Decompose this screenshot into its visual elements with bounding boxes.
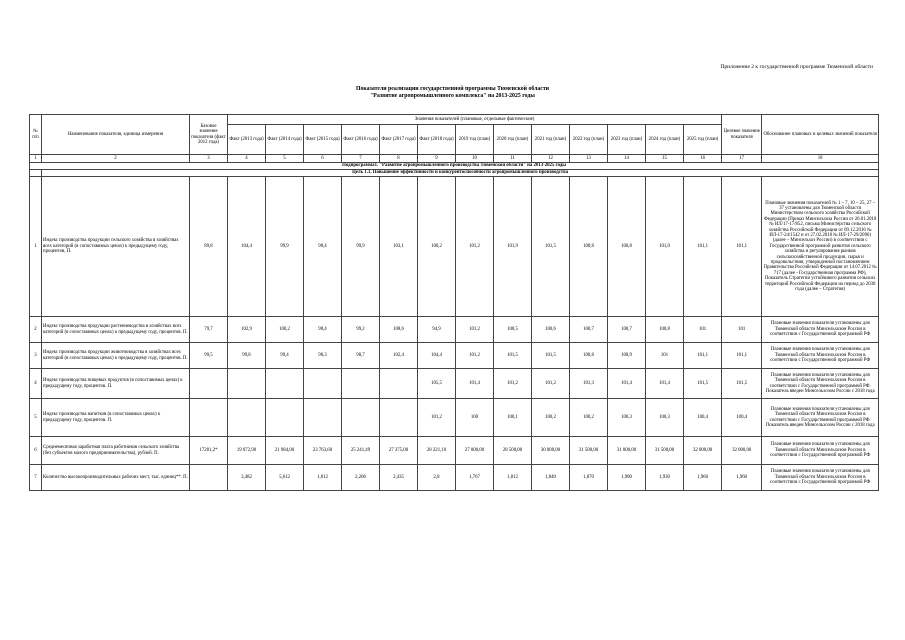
- year-value: [342, 369, 380, 399]
- target-value: 101: [722, 317, 762, 343]
- column-number: 15: [646, 155, 684, 163]
- year-value: [266, 399, 304, 437]
- year-value: [304, 369, 342, 399]
- header-year: 2019 год (план): [456, 125, 494, 155]
- indicator-name: Количество высокопроизводительных рабочих мест, тыс. единиц**. П.: [42, 465, 190, 491]
- year-value: 5,612: [266, 465, 304, 491]
- header-name: Наименование показателя, единица измерения: [42, 115, 190, 155]
- column-number: 8: [380, 155, 418, 163]
- header-year: Факт (2014 года): [266, 125, 304, 155]
- year-value: 1,930: [646, 465, 684, 491]
- year-value: 1,900: [608, 465, 646, 491]
- base-value: [190, 465, 228, 491]
- indicators-table: [29, 114, 879, 491]
- year-value: 100,3: [646, 399, 684, 437]
- column-number: 5: [266, 155, 304, 163]
- table-row: [30, 399, 879, 437]
- base-value: [190, 399, 228, 437]
- year-value: 101,2: [532, 369, 570, 399]
- header-num: № п/п: [30, 115, 42, 155]
- header-year: Факт (2017 года): [380, 125, 418, 155]
- year-value: 101,1: [684, 177, 722, 317]
- header-values-group: Значения показателей (плановые, отдельные фактические): [228, 115, 722, 125]
- header-target: Целевое значение показателя: [722, 115, 762, 155]
- document-title: [0, 86, 905, 100]
- base-value: 89,8: [190, 177, 228, 317]
- year-value: [228, 399, 266, 437]
- column-number: 16: [684, 155, 722, 163]
- year-value: 103,1: [380, 177, 418, 317]
- header-year: Факт (2016 года): [342, 125, 380, 155]
- column-number: 2: [42, 155, 190, 163]
- row-number: 5: [30, 399, 42, 437]
- year-value: 102,9: [228, 317, 266, 343]
- year-value: 101,4: [608, 369, 646, 399]
- target-value: 101,1: [722, 343, 762, 369]
- year-value: 31 500,00: [646, 437, 684, 465]
- year-value: 1,812: [494, 465, 532, 491]
- year-value: 101,2: [456, 177, 494, 317]
- goal-title: Цель 1.1. Повышение эффективности и конкурентоспособности агропромышленного производства: [42, 170, 879, 177]
- year-value: 1,960: [684, 465, 722, 491]
- year-value: 94,9: [418, 317, 456, 343]
- year-value: 101,5: [532, 343, 570, 369]
- year-value: [342, 399, 380, 437]
- year-value: [228, 369, 266, 399]
- year-value: 2,435: [380, 465, 418, 491]
- table-row: [30, 177, 879, 317]
- header-year: 2022 год (план): [570, 125, 608, 155]
- column-number: 14: [608, 155, 646, 163]
- year-value: 99,9: [266, 177, 304, 317]
- header-year: 2023 год (план): [608, 125, 646, 155]
- year-value: 104,4: [228, 177, 266, 317]
- year-value: 27 000,00: [456, 437, 494, 465]
- justification-text: Плановые значения показателей № 1 – 7, 10 – 25, 27 – 37 установлены для Тюменской области Министерством сельского хозяйства Российской Федерации (Приказ Минсельхоза России от 26.01.2018 № ИЛ/17-17/852, письма Министерства сельского хозяйства Российской Федерации от 09.12.2016 № ИЛ-17-24/1542 и от 27.02.2018 № ИЛ-17-29/2096) (далее – Минсельхоз России) в соответствии с Государственной программой развития сельского хозяйства и регулирования рынков сельскохозяйственной продукции, сырья и продовольствия, утвержденной постановлением Правительства Российской Федерации от 14.07.2012 № 717 (далее - Государственная программа РФ), Показатель Стратегии устойчивого развития сельских территорий Российской Федерации на период до 2030 года (далее – Стратегия): [762, 177, 879, 317]
- column-number: 4: [228, 155, 266, 163]
- header-base: Базовое значение показателя (факт 2012 года): [190, 115, 228, 155]
- justification-text: Плановые значения показателя установлены для Тюменской области Минсельхозом России в соответствии с Государственной программой РФ: [762, 437, 879, 465]
- year-value: 100,7: [608, 317, 646, 343]
- title-line-2: "Развитие агропромышленного комплекса" на 2013-2025 годы: [370, 93, 535, 99]
- year-value: 101,5: [494, 343, 532, 369]
- year-value: 1,840: [532, 465, 570, 491]
- justification-text: Плановые значения показателя установлены для Тюменской области Минсельхозом России в соответствии с Государственной программой РФ. Показатель введен Минсельхозом России с 2018 года: [762, 399, 879, 437]
- target-value: 100,4: [722, 399, 762, 437]
- target-value: 101,1: [722, 177, 762, 317]
- indicator-name: Индекс производства продукции животноводства в хозяйствах всех категорий (в сопоставимых ценах) к предыдущему году, процентов. П.: [42, 343, 190, 369]
- year-value: 31 000,00: [608, 437, 646, 465]
- year-value: 100,8: [646, 317, 684, 343]
- year-value: 100,4: [684, 399, 722, 437]
- justification-text: Плановые значения показателя установлены для Тюменской области Минсельхозом России в соответствии с Государственной программой РФ. Показатель введен Минсельхозом России с 2018 года: [762, 369, 879, 399]
- year-value: 99,9: [342, 177, 380, 317]
- year-value: 98,4: [304, 317, 342, 343]
- year-value: 28 221,10: [418, 437, 456, 465]
- year-value: [266, 369, 304, 399]
- year-value: 101,2: [418, 399, 456, 437]
- column-number: 6: [304, 155, 342, 163]
- column-number: 12: [532, 155, 570, 163]
- column-number: 13: [570, 155, 608, 163]
- header-year: Факт (2013 года): [228, 125, 266, 155]
- target-value: 101,5: [722, 369, 762, 399]
- column-number: 9: [418, 155, 456, 163]
- row-number: 4: [30, 369, 42, 399]
- column-number: 3: [190, 155, 228, 163]
- year-value: 101,2: [456, 343, 494, 369]
- justification-text: Плановые значения показателя установлены для Тюменской области Минсельхозом России в соответствии с Государственной программой РФ: [762, 465, 879, 491]
- year-value: [380, 399, 418, 437]
- year-value: 101,2: [456, 317, 494, 343]
- justification-text: Плановые значения показателя установлены для Тюменской области Минсельхозом России в соответствии с Государственной программой РФ: [762, 343, 879, 369]
- subprogram-title: Подпрограмма1. "Развитие агропромышленного производства Тюменской области" на 2013-2025 годы: [30, 163, 879, 170]
- target-value: 32 000,00: [722, 437, 762, 465]
- header-year: 2025 год (план): [684, 125, 722, 155]
- year-value: 30 000,00: [532, 437, 570, 465]
- year-value: 104,4: [418, 343, 456, 369]
- year-value: 19 072,90: [228, 437, 266, 465]
- year-value: 108,6: [380, 317, 418, 343]
- year-value: 23 763,60: [304, 437, 342, 465]
- year-value: 100,8: [570, 343, 608, 369]
- year-value: [304, 399, 342, 437]
- appendix-note: Приложение 2 к государственной программе Тюменской области: [720, 64, 873, 70]
- year-value: 100,6: [532, 317, 570, 343]
- table-row: [30, 465, 879, 491]
- year-value: 100,1: [494, 399, 532, 437]
- year-value: [380, 369, 418, 399]
- base-value: 99,5: [190, 343, 228, 369]
- row-number: 6: [30, 437, 42, 465]
- row-number: 3: [30, 343, 42, 369]
- table-row: [30, 317, 879, 343]
- indicator-name: Индекс производства пищевых продуктов (в сопоставимых ценах) к предыдущему году, процентов. П.: [42, 369, 190, 399]
- year-value: 100,2: [418, 177, 456, 317]
- justification-text: Плановые значения показателя установлены для Тюменской области Минсельхозом России в соответствии с Государственной программой РФ: [762, 317, 879, 343]
- year-value: 2,8: [418, 465, 456, 491]
- year-value: 101,9: [494, 177, 532, 317]
- year-value: 101,2: [494, 369, 532, 399]
- year-value: 100: [456, 399, 494, 437]
- header-year: Факт (2015 года): [304, 125, 342, 155]
- year-value: 100,7: [570, 317, 608, 343]
- year-value: 102,4: [380, 343, 418, 369]
- year-value: 2,206: [342, 465, 380, 491]
- year-value: 101,1: [684, 343, 722, 369]
- header-justification: Обоснование плановых и целевых значений показателя: [762, 115, 879, 155]
- year-value: 1,767: [456, 465, 494, 491]
- target-value: 1,960: [722, 465, 762, 491]
- year-value: 98,4: [304, 177, 342, 317]
- column-number: 18: [762, 155, 879, 163]
- year-value: 101,5: [684, 369, 722, 399]
- year-value: 101,0: [646, 177, 684, 317]
- year-value: 100,2: [266, 317, 304, 343]
- year-value: 99,4: [266, 343, 304, 369]
- base-value: 17281,2*: [190, 437, 228, 465]
- year-value: 21 984,00: [266, 437, 304, 465]
- table-row: [30, 343, 879, 369]
- base-value: 79,7: [190, 317, 228, 343]
- column-number: 11: [494, 155, 532, 163]
- year-value: 101: [684, 317, 722, 343]
- column-number: 17: [722, 155, 762, 163]
- year-value: 101,4: [456, 369, 494, 399]
- base-value: [190, 369, 228, 399]
- year-value: 1,812: [304, 465, 342, 491]
- header-year: 2020 год (план): [494, 125, 532, 155]
- indicator-name: Среднемесячная заработная плата работников сельского хозяйства (без субъектов малого предпринимательства), рублей. П.: [42, 437, 190, 465]
- indicator-name: Индекс производства продукции растениеводства в хозяйствах всех категорий (в сопоставимых ценах) к предыдущему году, процентов. П.: [42, 317, 190, 343]
- table-row: [30, 437, 879, 465]
- year-value: 25 241,49: [342, 437, 380, 465]
- year-value: 100,5: [494, 317, 532, 343]
- year-value: 100,2: [570, 399, 608, 437]
- year-value: 31 500,00: [570, 437, 608, 465]
- column-number: 1: [30, 155, 42, 163]
- row-number: 2: [30, 317, 42, 343]
- year-value: 100,3: [608, 399, 646, 437]
- year-value: 28 500,00: [494, 437, 532, 465]
- year-value: 105,5: [418, 369, 456, 399]
- year-value: 32 000,00: [684, 437, 722, 465]
- year-value: 101,5: [532, 177, 570, 317]
- row-number: 1: [30, 177, 42, 317]
- year-value: 98,3: [304, 343, 342, 369]
- row-number: 7: [30, 465, 42, 491]
- year-value: 99,8: [228, 343, 266, 369]
- indicator-name: Индекс производства напитков (в сопоставимых ценах) к предыдущему году, процентов. П.: [42, 399, 190, 437]
- year-value: 101,3: [570, 369, 608, 399]
- column-number: 10: [456, 155, 494, 163]
- year-value: 101,4: [646, 369, 684, 399]
- table-row: [30, 369, 879, 399]
- year-value: 27 375,00: [380, 437, 418, 465]
- year-value: 100,8: [570, 177, 608, 317]
- year-value: 3,482: [228, 465, 266, 491]
- year-value: 101: [646, 343, 684, 369]
- year-value: 100,9: [608, 343, 646, 369]
- header-year: Факт (2018 года): [418, 125, 456, 155]
- year-value: 99,2: [342, 317, 380, 343]
- header-year: 2021 год (план): [532, 125, 570, 155]
- year-value: 100,8: [608, 177, 646, 317]
- year-value: 1,870: [570, 465, 608, 491]
- column-number: 7: [342, 155, 380, 163]
- header-year: 2024 год (план): [646, 125, 684, 155]
- indicator-name: Индекс производства продукции сельского хозяйства в хозяйствах всех категорий (в сопоставимых ценах) к предыдущему году, процентов, П.: [42, 177, 190, 317]
- year-value: 100,2: [532, 399, 570, 437]
- title-line-1: Показатели реализации государственной программы Тюменской области: [355, 86, 550, 92]
- year-value: 98,7: [342, 343, 380, 369]
